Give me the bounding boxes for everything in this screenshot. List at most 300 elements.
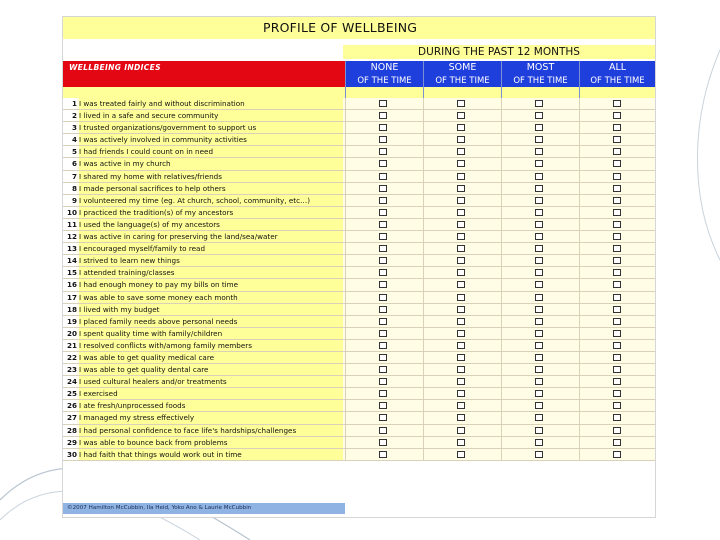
response-cell-some <box>423 376 501 387</box>
checkbox-none[interactable] <box>379 124 387 131</box>
checkbox-none[interactable] <box>379 281 387 288</box>
response-cell-all <box>579 146 655 157</box>
checkbox-all[interactable] <box>613 197 621 204</box>
item-number: 17 <box>63 292 77 303</box>
checkbox-most[interactable] <box>535 318 543 325</box>
checkbox-all[interactable] <box>613 245 621 252</box>
item-number: 29 <box>63 437 77 448</box>
checkbox-some[interactable] <box>457 173 465 180</box>
response-cell-none <box>345 267 423 278</box>
response-cell-some <box>423 449 501 460</box>
checkbox-most[interactable] <box>535 148 543 155</box>
response-cell-all <box>579 437 655 448</box>
checkbox-none[interactable] <box>379 378 387 385</box>
response-cell-some <box>423 219 501 230</box>
checkbox-none[interactable] <box>379 330 387 337</box>
table-row <box>63 171 655 183</box>
checkbox-most[interactable] <box>535 245 543 252</box>
table-row <box>63 412 655 424</box>
column-header-most-top: MOST <box>502 61 579 75</box>
checkbox-none[interactable] <box>379 414 387 421</box>
response-cell-some <box>423 412 501 423</box>
checkbox-most[interactable] <box>535 439 543 446</box>
response-cell-some <box>423 110 501 121</box>
item-number: 3 <box>63 122 77 133</box>
table-row <box>63 340 655 352</box>
response-cell-none <box>345 304 423 315</box>
checkbox-most[interactable] <box>535 124 543 131</box>
table-row <box>63 122 655 134</box>
checkbox-all[interactable] <box>613 342 621 349</box>
checkbox-most[interactable] <box>535 427 543 434</box>
checkbox-all[interactable] <box>613 160 621 167</box>
response-cell-some <box>423 340 501 351</box>
item-statement: I shared my home with relatives/friends <box>79 171 343 182</box>
checkbox-all[interactable] <box>613 185 621 192</box>
item-number: 8 <box>63 183 77 194</box>
response-cell-some <box>423 134 501 145</box>
checkbox-none[interactable] <box>379 427 387 434</box>
checkbox-all[interactable] <box>613 209 621 216</box>
checkbox-none[interactable] <box>379 390 387 397</box>
checkbox-some[interactable] <box>457 233 465 240</box>
checkbox-all[interactable] <box>613 439 621 446</box>
checkbox-most[interactable] <box>535 160 543 167</box>
item-number: 12 <box>63 231 77 242</box>
checkbox-some[interactable] <box>457 209 465 216</box>
checkbox-some[interactable] <box>457 294 465 301</box>
item-number: 14 <box>63 255 77 266</box>
checkbox-none[interactable] <box>379 269 387 276</box>
table-row <box>63 134 655 146</box>
item-number: 19 <box>63 316 77 327</box>
item-number: 22 <box>63 352 77 363</box>
checkbox-all[interactable] <box>613 366 621 373</box>
item-statement: I had personal confidence to face life's hardships/challenges <box>79 425 343 436</box>
checkbox-most[interactable] <box>535 451 543 458</box>
checkbox-some[interactable] <box>457 354 465 361</box>
response-cell-some <box>423 388 501 399</box>
item-statement: I spent quality time with family/children <box>79 328 343 339</box>
checkbox-some[interactable] <box>457 451 465 458</box>
checkbox-none[interactable] <box>379 451 387 458</box>
checkbox-some[interactable] <box>457 257 465 264</box>
column-header-none-top: NONE <box>346 61 423 75</box>
table-row <box>63 207 655 219</box>
indices-header-strip <box>63 87 345 98</box>
checkbox-all[interactable] <box>613 294 621 301</box>
checkbox-some[interactable] <box>457 124 465 131</box>
checkbox-most[interactable] <box>535 136 543 143</box>
checkbox-all[interactable] <box>613 451 621 458</box>
response-cell-all <box>579 158 655 169</box>
checkbox-some[interactable] <box>457 342 465 349</box>
item-statement: I was able to get quality medical care <box>79 352 343 363</box>
checkbox-none[interactable] <box>379 342 387 349</box>
response-cell-all <box>579 316 655 327</box>
response-cell-all <box>579 231 655 242</box>
item-number: 1 <box>63 98 77 109</box>
checkbox-most[interactable] <box>535 330 543 337</box>
response-cell-most <box>501 292 579 303</box>
response-cell-some <box>423 195 501 206</box>
item-statement: I used cultural healers and/or treatments <box>79 376 343 387</box>
item-statement: I was able to save some money each month <box>79 292 343 303</box>
checkbox-most[interactable] <box>535 354 543 361</box>
item-number: 16 <box>63 279 77 290</box>
response-cell-most <box>501 231 579 242</box>
column-header-all-bottom: OF THE TIME <box>580 75 655 87</box>
response-cell-all <box>579 449 655 460</box>
response-cell-none <box>345 146 423 157</box>
response-cell-most <box>501 364 579 375</box>
response-cell-all <box>579 376 655 387</box>
item-number: 5 <box>63 146 77 157</box>
item-number: 24 <box>63 376 77 387</box>
response-cell-none <box>345 255 423 266</box>
response-cell-none <box>345 158 423 169</box>
item-statement: I lived in a safe and secure community <box>79 110 343 121</box>
checkbox-none[interactable] <box>379 136 387 143</box>
response-cell-all <box>579 425 655 436</box>
table-row <box>63 437 655 449</box>
checkbox-most[interactable] <box>535 185 543 192</box>
response-cell-some <box>423 425 501 436</box>
response-cell-some <box>423 183 501 194</box>
checkbox-all[interactable] <box>613 378 621 385</box>
checkbox-none[interactable] <box>379 185 387 192</box>
column-header-most <box>501 61 579 98</box>
checkbox-some[interactable] <box>457 245 465 252</box>
checkbox-none[interactable] <box>379 100 387 107</box>
table-row <box>63 158 655 170</box>
response-cell-all <box>579 328 655 339</box>
item-number: 18 <box>63 304 77 315</box>
checkbox-some[interactable] <box>457 160 465 167</box>
item-statement: I was active in my church <box>79 158 343 169</box>
response-cell-some <box>423 122 501 133</box>
response-cell-some <box>423 400 501 411</box>
table-row <box>63 449 655 461</box>
table-row <box>63 425 655 437</box>
response-cell-none <box>345 243 423 254</box>
checkbox-some[interactable] <box>457 439 465 446</box>
checkbox-most[interactable] <box>535 414 543 421</box>
profile-title: PROFILE OF WELLBEING <box>263 20 418 35</box>
response-cell-some <box>423 146 501 157</box>
checkbox-none[interactable] <box>379 439 387 446</box>
response-cell-some <box>423 328 501 339</box>
table-row <box>63 243 655 255</box>
table-row <box>63 400 655 412</box>
response-cell-none <box>345 400 423 411</box>
checkbox-most[interactable] <box>535 281 543 288</box>
checkbox-all[interactable] <box>613 354 621 361</box>
item-statement: I had friends I could count on in need <box>79 146 343 157</box>
checkbox-some[interactable] <box>457 390 465 397</box>
checkbox-most[interactable] <box>535 173 543 180</box>
checkbox-all[interactable] <box>613 221 621 228</box>
checkbox-all[interactable] <box>613 136 621 143</box>
checkbox-none[interactable] <box>379 366 387 373</box>
response-cell-most <box>501 207 579 218</box>
column-header-strip <box>424 87 501 98</box>
checkbox-most[interactable] <box>535 233 543 240</box>
item-statement: I trusted organizations/government to support us <box>79 122 343 133</box>
response-cell-all <box>579 352 655 363</box>
response-cell-most <box>501 122 579 133</box>
checkbox-some[interactable] <box>457 269 465 276</box>
response-cell-all <box>579 110 655 121</box>
checkbox-most[interactable] <box>535 390 543 397</box>
table-row <box>63 364 655 376</box>
response-cell-some <box>423 171 501 182</box>
checkbox-none[interactable] <box>379 306 387 313</box>
checkbox-most[interactable] <box>535 112 543 119</box>
checkbox-all[interactable] <box>613 112 621 119</box>
checkbox-most[interactable] <box>535 209 543 216</box>
checkbox-none[interactable] <box>379 221 387 228</box>
item-statement: I practiced the tradition(s) of my ancestors <box>79 207 343 218</box>
item-statement: I was able to bounce back from problems <box>79 437 343 448</box>
checkbox-none[interactable] <box>379 294 387 301</box>
response-cell-some <box>423 352 501 363</box>
response-cell-most <box>501 267 579 278</box>
checkbox-some[interactable] <box>457 148 465 155</box>
item-number: 13 <box>63 243 77 254</box>
checkbox-some[interactable] <box>457 330 465 337</box>
item-statement: I placed family needs above personal needs <box>79 316 343 327</box>
checkbox-all[interactable] <box>613 402 621 409</box>
column-header-some-bottom: OF THE TIME <box>424 75 501 87</box>
checkbox-all[interactable] <box>613 148 621 155</box>
response-cell-none <box>345 292 423 303</box>
response-cell-none <box>345 195 423 206</box>
item-number: 6 <box>63 158 77 169</box>
checkbox-all[interactable] <box>613 173 621 180</box>
checkbox-some[interactable] <box>457 378 465 385</box>
item-statement: I attended training/classes <box>79 267 343 278</box>
response-cell-some <box>423 98 501 109</box>
checkbox-all[interactable] <box>613 330 621 337</box>
item-statement: I ate fresh/unprocessed foods <box>79 400 343 411</box>
response-cell-none <box>345 279 423 290</box>
checkbox-most[interactable] <box>535 257 543 264</box>
checkbox-some[interactable] <box>457 185 465 192</box>
column-header-some-top: SOME <box>424 61 501 75</box>
response-cell-most <box>501 316 579 327</box>
response-cell-none <box>345 183 423 194</box>
response-cell-none <box>345 388 423 399</box>
wellbeing-profile-sheet <box>62 16 656 518</box>
checkbox-none[interactable] <box>379 354 387 361</box>
checkbox-some[interactable] <box>457 402 465 409</box>
item-statement: I lived with my budget <box>79 304 343 315</box>
checkbox-most[interactable] <box>535 269 543 276</box>
checkbox-most[interactable] <box>535 221 543 228</box>
checkbox-most[interactable] <box>535 100 543 107</box>
item-statement: I was treated fairly and without discrimination <box>79 98 343 109</box>
checkbox-all[interactable] <box>613 257 621 264</box>
response-cell-all <box>579 207 655 218</box>
item-number: 10 <box>63 207 77 218</box>
checkbox-some[interactable] <box>457 281 465 288</box>
response-cell-some <box>423 279 501 290</box>
response-cell-all <box>579 267 655 278</box>
response-cell-all <box>579 364 655 375</box>
response-cell-all <box>579 279 655 290</box>
response-cell-most <box>501 388 579 399</box>
checkbox-most[interactable] <box>535 197 543 204</box>
response-cell-none <box>345 134 423 145</box>
checkbox-all[interactable] <box>613 124 621 131</box>
response-cell-all <box>579 292 655 303</box>
indices-header <box>63 61 345 98</box>
checkbox-none[interactable] <box>379 112 387 119</box>
response-cell-most <box>501 304 579 315</box>
checkbox-none[interactable] <box>379 148 387 155</box>
table-row <box>63 267 655 279</box>
item-statement: I had enough money to pay my bills on time <box>79 279 343 290</box>
checkbox-most[interactable] <box>535 366 543 373</box>
table-row <box>63 304 655 316</box>
response-cell-all <box>579 400 655 411</box>
response-cell-none <box>345 376 423 387</box>
checkbox-most[interactable] <box>535 402 543 409</box>
response-cell-some <box>423 231 501 242</box>
response-cell-all <box>579 98 655 109</box>
item-number: 28 <box>63 425 77 436</box>
response-cell-some <box>423 316 501 327</box>
checkbox-all[interactable] <box>613 233 621 240</box>
checkbox-some[interactable] <box>457 221 465 228</box>
response-cell-most <box>501 98 579 109</box>
response-cell-most <box>501 437 579 448</box>
table-row <box>63 110 655 122</box>
response-cell-all <box>579 340 655 351</box>
checkbox-none[interactable] <box>379 160 387 167</box>
column-header-most-bottom: OF THE TIME <box>502 75 579 87</box>
item-number: 7 <box>63 171 77 182</box>
response-cell-all <box>579 171 655 182</box>
response-cell-all <box>579 122 655 133</box>
response-cell-none <box>345 449 423 460</box>
response-cell-none <box>345 231 423 242</box>
checkbox-all[interactable] <box>613 318 621 325</box>
checkbox-some[interactable] <box>457 306 465 313</box>
column-header-some <box>423 61 501 98</box>
item-number: 23 <box>63 364 77 375</box>
table-row <box>63 352 655 364</box>
response-cell-most <box>501 412 579 423</box>
checkbox-none[interactable] <box>379 318 387 325</box>
response-cell-most <box>501 425 579 436</box>
response-cell-none <box>345 328 423 339</box>
checkbox-some[interactable] <box>457 318 465 325</box>
item-number: 20 <box>63 328 77 339</box>
item-statement: I was actively involved in community activities <box>79 134 343 145</box>
table-row <box>63 376 655 388</box>
response-cell-none <box>345 110 423 121</box>
checkbox-all[interactable] <box>613 414 621 421</box>
response-cell-all <box>579 183 655 194</box>
response-cell-most <box>501 134 579 145</box>
checkbox-some[interactable] <box>457 112 465 119</box>
response-cell-none <box>345 207 423 218</box>
item-number: 21 <box>63 340 77 351</box>
checkbox-none[interactable] <box>379 197 387 204</box>
response-cell-some <box>423 243 501 254</box>
checkbox-all[interactable] <box>613 306 621 313</box>
checkbox-none[interactable] <box>379 233 387 240</box>
response-cell-all <box>579 388 655 399</box>
checkbox-some[interactable] <box>457 427 465 434</box>
checkbox-none[interactable] <box>379 402 387 409</box>
response-cell-none <box>345 340 423 351</box>
checkbox-some[interactable] <box>457 136 465 143</box>
checkbox-most[interactable] <box>535 342 543 349</box>
checkbox-all[interactable] <box>613 281 621 288</box>
checkbox-some[interactable] <box>457 414 465 421</box>
checkbox-none[interactable] <box>379 173 387 180</box>
column-header-none <box>345 61 423 98</box>
response-cell-most <box>501 243 579 254</box>
table-row <box>63 98 655 110</box>
response-cell-all <box>579 304 655 315</box>
response-cell-most <box>501 110 579 121</box>
response-cell-most <box>501 279 579 290</box>
checkbox-all[interactable] <box>613 269 621 276</box>
checkbox-some[interactable] <box>457 366 465 373</box>
copyright-notice: ©2007 Hamilton McCubbin, Ila Heid, Yoko Ano & Laurie McCubbin <box>63 503 345 514</box>
checkbox-most[interactable] <box>535 378 543 385</box>
checkbox-all[interactable] <box>613 427 621 434</box>
table-row <box>63 195 655 207</box>
checkbox-most[interactable] <box>535 294 543 301</box>
response-cell-none <box>345 219 423 230</box>
response-cell-most <box>501 376 579 387</box>
item-statement: I volunteered my time (eg. At church, school, community, etc…) <box>79 195 343 206</box>
response-cell-none <box>345 98 423 109</box>
response-cell-some <box>423 292 501 303</box>
column-header-strip <box>346 87 423 98</box>
response-cell-none <box>345 352 423 363</box>
table-row <box>63 146 655 158</box>
checkbox-none[interactable] <box>379 245 387 252</box>
checkbox-some[interactable] <box>457 100 465 107</box>
response-cell-most <box>501 449 579 460</box>
checkbox-some[interactable] <box>457 197 465 204</box>
response-cell-most <box>501 146 579 157</box>
table-row <box>63 231 655 243</box>
table-row <box>63 255 655 267</box>
table-row <box>63 279 655 291</box>
response-cell-some <box>423 304 501 315</box>
response-cell-none <box>345 171 423 182</box>
table-row <box>63 328 655 340</box>
table-row <box>63 316 655 328</box>
checkbox-most[interactable] <box>535 306 543 313</box>
checkbox-all[interactable] <box>613 100 621 107</box>
response-cell-most <box>501 183 579 194</box>
checkbox-none[interactable] <box>379 209 387 216</box>
response-cell-none <box>345 122 423 133</box>
checkbox-all[interactable] <box>613 390 621 397</box>
table-row <box>63 292 655 304</box>
item-statement: I was able to get quality dental care <box>79 364 343 375</box>
response-cell-none <box>345 364 423 375</box>
checkbox-none[interactable] <box>379 257 387 264</box>
